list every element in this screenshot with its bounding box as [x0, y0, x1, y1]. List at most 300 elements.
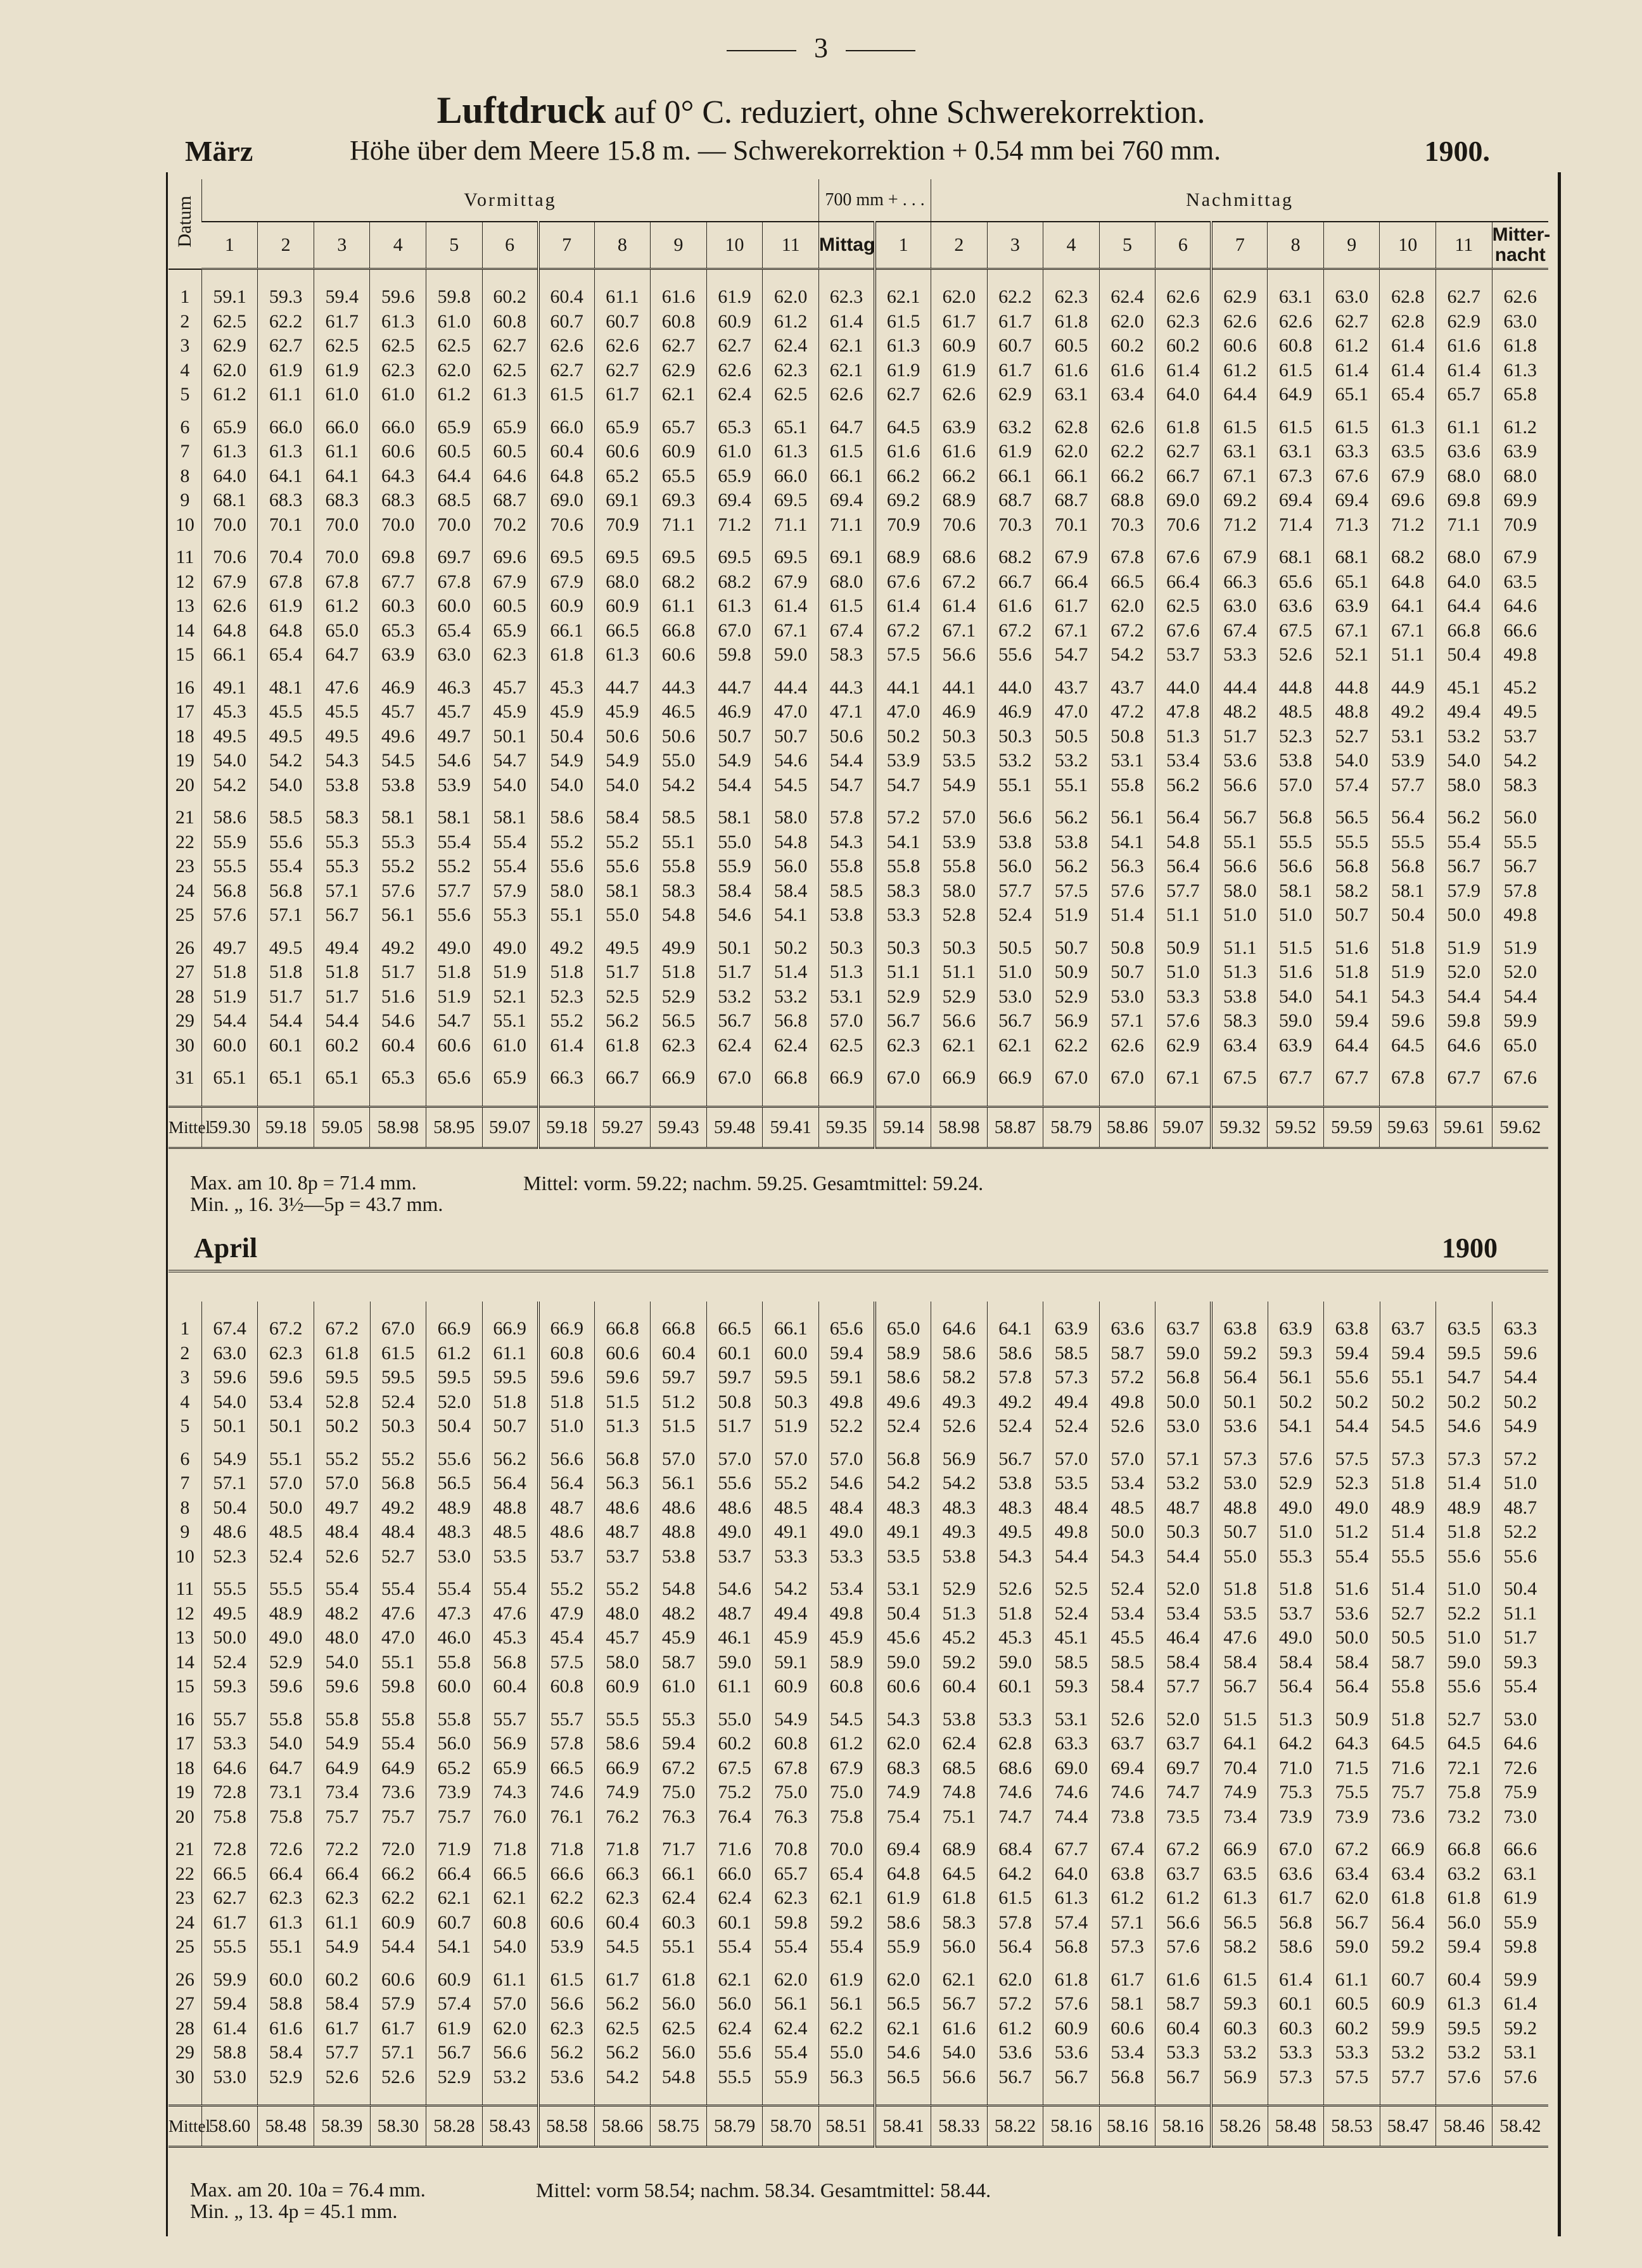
value-cell: 57.2: [987, 1992, 1043, 2017]
table-row: [169, 2017, 1548, 2041]
table-row: [169, 464, 1548, 489]
value-cell: 59.8: [1492, 1935, 1548, 1968]
value-cell: 66.5: [482, 1862, 538, 1887]
value-cell: 64.3: [1324, 1732, 1380, 1756]
value-cell: 56.8: [1268, 806, 1324, 830]
day-cell: 19: [175, 1782, 194, 1803]
value-cell: 51.0: [987, 960, 1043, 985]
value-cell: 61.3: [763, 440, 819, 464]
value-cell: 44.1: [875, 676, 931, 700]
day-cell: 28: [175, 2017, 194, 2039]
day-cell: 3: [180, 335, 190, 357]
value-cell: 45.5: [258, 700, 314, 725]
value-cell: 65.1: [258, 1066, 314, 1091]
table-row: [169, 2065, 1548, 2090]
value-cell: 50.2: [1324, 1390, 1380, 1415]
value-cell: 69.6: [1380, 488, 1436, 513]
value-cell: 62.0: [426, 358, 483, 383]
value-cell: 66.5: [538, 1756, 595, 1781]
value-cell: 50.3: [931, 725, 988, 749]
spacer: [763, 2089, 819, 2106]
value-cell: 60.9: [651, 440, 707, 464]
value-cell: 69.4: [819, 488, 875, 513]
day-cell: 12: [175, 571, 194, 592]
value-cell: 64.1: [1211, 1732, 1268, 1756]
value-cell: 54.7: [1043, 643, 1100, 676]
value-cell: 55.4: [1492, 1675, 1548, 1707]
value-cell: 56.7: [314, 903, 370, 936]
value-cell: 53.2: [1043, 749, 1100, 773]
value-cell: 48.7: [1155, 1496, 1212, 1521]
value-cell: 58.0: [763, 806, 819, 830]
value-cell: 62.0: [875, 1968, 931, 1992]
value-cell: 70.6: [1155, 513, 1212, 546]
value-cell: 66.0: [763, 464, 819, 489]
value-cell: 64.6: [201, 1756, 258, 1781]
mittel-value: 58.87: [987, 1106, 1043, 1148]
value-cell: 65.4: [426, 619, 483, 643]
value-cell: 73.5: [1155, 1805, 1212, 1838]
value-cell: 58.0: [1211, 879, 1268, 904]
value-cell: 47.9: [538, 1602, 595, 1626]
value-cell: 53.8: [931, 1707, 988, 1732]
value-cell: 65.8: [1492, 383, 1548, 415]
value-cell: 71.2: [1380, 513, 1436, 546]
spacer: [931, 1091, 988, 1107]
value-cell: 51.7: [258, 985, 314, 1010]
value-cell: 67.9: [1043, 545, 1100, 570]
value-cell: 59.8: [426, 285, 483, 310]
value-cell: 67.1: [1323, 619, 1380, 643]
value-cell: 62.5: [370, 334, 426, 358]
day-cell: 14: [175, 619, 194, 641]
value-cell: 49.8: [1099, 1390, 1155, 1415]
value-cell: 58.3: [819, 643, 875, 676]
value-cell: 59.0: [987, 1650, 1043, 1675]
value-cell: 52.0: [1436, 960, 1492, 985]
hour-header: 9: [651, 222, 707, 269]
value-cell: 57.0: [706, 1447, 763, 1472]
spacer: [1268, 2089, 1324, 2106]
value-cell: 62.0: [1043, 440, 1100, 464]
mittel-value: 59.07: [482, 1106, 538, 1148]
value-cell: 51.6: [1323, 936, 1380, 961]
day-cell: 23: [175, 856, 194, 877]
value-cell: 48.7: [594, 1520, 651, 1545]
value-cell: 62.4: [706, 1034, 763, 1067]
value-cell: 64.3: [370, 464, 426, 489]
value-cell: 58.3: [651, 879, 707, 904]
value-cell: 51.0: [1155, 960, 1212, 985]
value-cell: 71.1: [1436, 513, 1492, 546]
value-cell: 67.0: [1268, 1837, 1324, 1862]
value-cell: 55.1: [258, 1935, 314, 1968]
value-cell: 59.8: [706, 643, 763, 676]
table-row: [169, 1935, 1548, 1968]
value-cell: 56.2: [1043, 806, 1100, 830]
value-cell: 60.6: [651, 643, 707, 676]
value-cell: 70.6: [931, 513, 988, 546]
value-cell: 61.3: [370, 310, 426, 334]
value-cell: 57.5: [1324, 2065, 1380, 2090]
value-cell: 53.6: [1043, 2041, 1100, 2065]
mittel-value: 58.98: [370, 1106, 426, 1148]
spacer: [426, 269, 483, 286]
value-cell: 64.9: [1268, 383, 1324, 415]
value-cell: 56.6: [482, 2041, 538, 2065]
value-cell: 67.2: [314, 1317, 370, 1341]
value-cell: 62.5: [482, 358, 538, 383]
value-cell: 54.8: [651, 1577, 707, 1602]
value-cell: 63.9: [1323, 594, 1380, 619]
page-number: 3: [0, 32, 1642, 64]
value-cell: 51.1: [1380, 643, 1436, 676]
value-cell: 54.9: [763, 1707, 819, 1732]
value-cell: 59.1: [763, 1650, 819, 1675]
value-cell: 68.7: [482, 488, 538, 513]
value-cell: 45.1: [1043, 1626, 1100, 1650]
mittel-value: 58.47: [1380, 2106, 1436, 2147]
value-cell: 63.0: [201, 1341, 258, 1366]
value-cell: 53.1: [1099, 749, 1155, 773]
value-cell: 59.6: [538, 1365, 595, 1390]
value-cell: 49.3: [931, 1520, 988, 1545]
value-cell: 61.5: [819, 594, 875, 619]
value-cell: 65.0: [875, 1317, 931, 1341]
spacer: [651, 1302, 707, 1317]
value-cell: 51.9: [1436, 936, 1492, 961]
value-cell: 51.8: [1380, 1471, 1436, 1496]
value-cell: 55.4: [763, 1935, 819, 1968]
value-cell: 66.1: [819, 464, 875, 489]
spacer: [314, 1091, 370, 1107]
value-cell: 60.9: [594, 1675, 651, 1707]
value-cell: 49.8: [1043, 1520, 1100, 1545]
value-cell: 65.7: [763, 1862, 819, 1887]
value-cell: 71.0: [1268, 1756, 1324, 1781]
value-cell: 75.5: [1324, 1780, 1380, 1805]
value-cell: 57.7: [1155, 879, 1212, 904]
value-cell: 56.8: [482, 1650, 538, 1675]
value-cell: 71.1: [651, 513, 707, 546]
value-cell: 67.7: [1268, 1066, 1324, 1091]
march-max-note: Max. am 10. 8p = 71.4 mm.: [190, 1171, 417, 1194]
value-cell: 56.9: [1211, 2065, 1268, 2090]
value-cell: 67.0: [706, 619, 763, 643]
value-cell: 45.7: [482, 676, 538, 700]
value-cell: 60.6: [1211, 334, 1268, 358]
value-cell: 57.6: [1155, 1935, 1212, 1968]
value-cell: 50.7: [1099, 960, 1155, 985]
spacer: [987, 269, 1043, 286]
value-cell: 54.0: [258, 773, 314, 806]
value-cell: 65.9: [706, 464, 763, 489]
value-cell: 59.3: [1211, 1992, 1268, 2017]
value-cell: 51.2: [651, 1390, 707, 1415]
value-cell: 52.1: [1323, 643, 1380, 676]
value-cell: 64.4: [1323, 1034, 1380, 1067]
value-cell: 69.6: [482, 545, 538, 570]
value-cell: 75.7: [1380, 1780, 1436, 1805]
value-cell: 61.4: [1380, 334, 1436, 358]
value-cell: 55.0: [706, 1707, 763, 1732]
value-cell: 57.0: [931, 806, 988, 830]
value-cell: 55.4: [370, 1577, 426, 1602]
value-cell: 45.4: [538, 1626, 595, 1650]
value-cell: 61.2: [426, 383, 483, 415]
value-cell: 48.5: [763, 1496, 819, 1521]
value-cell: 71.2: [1211, 513, 1268, 546]
value-cell: 58.5: [1043, 1341, 1100, 1366]
spacer: [819, 1302, 875, 1317]
value-cell: 52.2: [819, 1414, 875, 1447]
spacer: [875, 1302, 931, 1317]
value-cell: 56.3: [819, 2065, 875, 2090]
table-row: [169, 936, 1548, 961]
hour-header: 10: [706, 222, 763, 269]
value-cell: 49.0: [819, 1520, 875, 1545]
value-cell: 61.9: [258, 358, 314, 383]
value-cell: 70.2: [482, 513, 538, 546]
value-cell: 45.6: [875, 1626, 931, 1650]
value-cell: 56.5: [1211, 1911, 1268, 1935]
value-cell: 49.9: [651, 936, 707, 961]
value-cell: 62.6: [931, 383, 988, 415]
value-cell: 67.2: [931, 570, 988, 595]
value-cell: 63.0: [1492, 310, 1548, 334]
day-cell: 1: [180, 1318, 190, 1340]
value-cell: 56.1: [819, 1992, 875, 2017]
value-cell: 61.6: [258, 2017, 314, 2041]
value-cell: 67.6: [1492, 1066, 1548, 1091]
value-cell: 66.1: [987, 464, 1043, 489]
value-cell: 60.4: [1155, 2017, 1212, 2041]
value-cell: 55.4: [763, 2041, 819, 2065]
hour-header: 7: [538, 222, 595, 269]
value-cell: 52.0: [1155, 1707, 1212, 1732]
value-cell: 66.3: [1211, 570, 1268, 595]
day-cell: 16: [175, 1708, 194, 1730]
value-cell: 61.2: [987, 2017, 1043, 2041]
value-cell: 53.7: [706, 1545, 763, 1578]
value-cell: 62.0: [1099, 594, 1155, 619]
value-cell: 52.5: [594, 985, 651, 1010]
value-cell: 59.3: [1043, 1675, 1100, 1707]
value-cell: 64.4: [426, 464, 483, 489]
value-cell: 61.1: [482, 1341, 538, 1366]
value-cell: 45.9: [594, 700, 651, 725]
value-cell: 53.0: [987, 985, 1043, 1010]
hour-header: 4: [370, 222, 426, 269]
value-cell: 56.7: [1155, 2065, 1212, 2090]
value-cell: 52.8: [931, 903, 988, 936]
day-cell: 19: [175, 750, 194, 771]
value-cell: 61.3: [1492, 358, 1548, 383]
spacer: [875, 2089, 931, 2106]
spacer: [314, 1302, 370, 1317]
value-cell: 62.6: [819, 383, 875, 415]
value-cell: 58.6: [875, 1365, 931, 1390]
value-cell: 55.6: [706, 1471, 763, 1496]
value-cell: 69.4: [706, 488, 763, 513]
value-cell: 61.2: [819, 1732, 875, 1756]
value-cell: 49.1: [875, 1520, 931, 1545]
value-cell: 58.4: [594, 806, 651, 830]
value-cell: 63.6: [1436, 440, 1492, 464]
value-cell: 54.4: [706, 773, 763, 806]
value-cell: 51.0: [1268, 1520, 1324, 1545]
value-cell: 53.3: [1324, 2041, 1380, 2065]
value-cell: 73.9: [1268, 1805, 1324, 1838]
value-cell: 56.4: [538, 1471, 595, 1496]
value-cell: 59.2: [1211, 1341, 1268, 1366]
value-cell: 58.3: [1492, 773, 1548, 806]
value-cell: 58.7: [651, 1650, 707, 1675]
value-cell: 60.5: [482, 440, 538, 464]
mittel-value: 58.30: [370, 2106, 426, 2147]
hour-header: 4: [1043, 222, 1100, 269]
value-cell: 68.3: [258, 488, 314, 513]
value-cell: 51.7: [594, 960, 651, 985]
value-cell: 74.6: [538, 1780, 595, 1805]
value-cell: 55.4: [426, 830, 483, 855]
value-cell: 70.0: [370, 513, 426, 546]
value-cell: 61.5: [538, 383, 595, 415]
mittel-value: 58.70: [763, 2106, 819, 2147]
value-cell: 56.4: [482, 1471, 538, 1496]
value-cell: 51.0: [1436, 1577, 1492, 1602]
value-cell: 56.3: [594, 1471, 651, 1496]
value-cell: 54.9: [1492, 1414, 1548, 1447]
value-cell: 51.0: [1211, 903, 1268, 936]
value-cell: 48.3: [875, 1496, 931, 1521]
page-title: [0, 89, 1642, 132]
value-cell: 50.1: [1211, 1390, 1268, 1415]
table-row: [169, 488, 1548, 513]
table-row: [169, 830, 1548, 855]
value-cell: 68.7: [987, 488, 1043, 513]
spacer: [258, 269, 314, 286]
value-cell: 54.4: [1324, 1414, 1380, 1447]
value-cell: 67.4: [1211, 619, 1268, 643]
value-cell: 49.0: [1268, 1626, 1324, 1650]
value-cell: 60.7: [538, 310, 595, 334]
value-cell: 53.9: [1380, 749, 1436, 773]
value-cell: 63.4: [1324, 1862, 1380, 1887]
value-cell: 51.1: [931, 960, 988, 985]
value-cell: 56.2: [1436, 806, 1492, 830]
value-cell: 46.5: [651, 700, 707, 725]
value-cell: 45.7: [594, 1626, 651, 1650]
value-cell: 52.3: [201, 1545, 258, 1578]
value-cell: 62.1: [819, 358, 875, 383]
value-cell: 66.5: [594, 619, 651, 643]
value-cell: 55.2: [370, 1447, 426, 1472]
value-cell: 64.1: [1380, 594, 1436, 619]
value-cell: 53.8: [987, 830, 1043, 855]
value-cell: 59.4: [1324, 1341, 1380, 1366]
value-cell: 66.4: [426, 1862, 483, 1887]
value-cell: 75.8: [258, 1805, 314, 1838]
value-cell: 55.2: [538, 1009, 595, 1034]
value-cell: 53.2: [1380, 2041, 1436, 2065]
value-cell: 44.0: [1155, 676, 1212, 700]
value-cell: 64.0: [201, 464, 258, 489]
value-cell: 63.4: [1380, 1862, 1436, 1887]
value-cell: 62.3: [875, 1034, 931, 1067]
value-cell: 57.7: [1155, 1675, 1212, 1707]
value-cell: 68.1: [1323, 545, 1380, 570]
spacer: [1043, 1091, 1100, 1107]
value-cell: 55.6: [706, 2041, 763, 2065]
value-cell: 55.8: [314, 1707, 370, 1732]
value-cell: 59.0: [1436, 1650, 1492, 1675]
value-cell: 66.8: [594, 1317, 651, 1341]
value-cell: 61.8: [651, 1968, 707, 1992]
value-cell: 53.4: [258, 1390, 314, 1415]
value-cell: 56.2: [538, 2041, 595, 2065]
value-cell: 44.7: [706, 676, 763, 700]
value-cell: 61.9: [931, 358, 988, 383]
value-cell: 53.5: [1211, 1602, 1268, 1626]
value-cell: 59.2: [819, 1911, 875, 1935]
value-cell: 56.2: [594, 1009, 651, 1034]
value-cell: 65.2: [426, 1756, 483, 1781]
value-cell: 73.8: [1099, 1805, 1155, 1838]
value-cell: 59.0: [1268, 1009, 1324, 1034]
value-cell: 57.0: [1043, 1447, 1100, 1472]
value-cell: 49.2: [1380, 700, 1436, 725]
value-cell: 53.2: [987, 749, 1043, 773]
mittel-value: 58.28: [426, 2106, 483, 2147]
value-cell: 54.7: [1436, 1365, 1492, 1390]
value-cell: 50.8: [706, 1390, 763, 1415]
mittel-value: 59.14: [875, 1106, 931, 1148]
value-cell: 61.1: [651, 594, 707, 619]
day-cell: 9: [180, 1521, 190, 1543]
value-cell: 74.9: [594, 1780, 651, 1805]
spacer: [651, 2089, 707, 2106]
value-cell: 64.1: [258, 464, 314, 489]
value-cell: 69.1: [594, 488, 651, 513]
day-cell: 20: [175, 1806, 194, 1827]
spacer: [1099, 1091, 1155, 1107]
value-cell: 60.8: [538, 1341, 595, 1366]
spacer: [258, 2089, 314, 2106]
value-cell: 76.1: [538, 1805, 595, 1838]
value-cell: 53.9: [538, 1935, 595, 1968]
value-cell: 71.6: [1380, 1756, 1436, 1781]
value-cell: 54.0: [482, 1935, 538, 1968]
value-cell: 61.5: [370, 1341, 426, 1366]
value-cell: 59.4: [1323, 1009, 1380, 1034]
value-cell: 49.5: [201, 725, 258, 749]
table-row: [169, 773, 1548, 806]
value-cell: 49.1: [201, 676, 258, 700]
value-cell: 58.1: [706, 806, 763, 830]
value-cell: 54.1: [1099, 830, 1155, 855]
spacer: [258, 1302, 314, 1317]
value-cell: 51.8: [201, 960, 258, 985]
value-cell: 46.0: [426, 1626, 483, 1650]
value-cell: 65.0: [1492, 1034, 1548, 1067]
value-cell: 61.7: [987, 310, 1043, 334]
spacer: [169, 2089, 201, 2106]
value-cell: 62.6: [1492, 285, 1548, 310]
value-cell: 69.4: [1099, 1756, 1155, 1781]
value-cell: 55.0: [1211, 1545, 1268, 1578]
value-cell: 52.6: [314, 1545, 370, 1578]
